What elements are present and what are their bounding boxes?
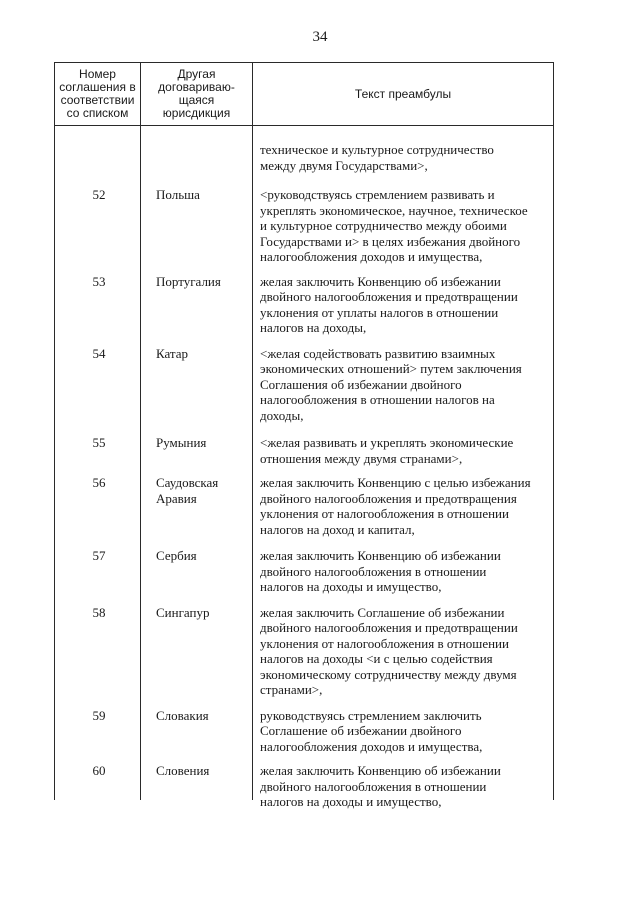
- header-line: соглашения в: [59, 80, 136, 94]
- preamble-text: желая заключить Конвенцию об избежании двойного налогообложения и предотвращении уклонения от уплаты налогов в отношении налогов на доходы,: [260, 273, 518, 335]
- agreement-number: 54: [92, 345, 106, 361]
- jurisdiction-name: Португалия: [156, 273, 221, 289]
- jurisdiction-name: [140, 142, 252, 173]
- jurisdiction-name: Сингапур: [156, 604, 210, 620]
- table-row: [54, 346, 554, 424]
- header-line: Номер: [79, 67, 116, 81]
- header-preamble-text: [253, 63, 553, 125]
- preamble-text: желая заключить Конвенцию об избежании двойного налогообложения в отношении налогов на доходы и имущество,: [260, 763, 501, 809]
- table-body: [54, 142, 554, 810]
- header-line: со списком: [66, 106, 129, 120]
- preamble-text: техническое и культурное сотрудничество между двумя Государствами>,: [260, 142, 494, 173]
- jurisdiction-name: Польша: [156, 187, 200, 202]
- jurisdiction-name: Словакия: [156, 707, 209, 723]
- preamble-text: руководствуясь стремлением заключить Соглашение об избежании двойного налогообложения доходов и имущества,: [260, 707, 483, 754]
- agreement-number: [54, 142, 140, 173]
- preamble-text: желая заключить Соглашение об избежании двойного налогообложения и предотвращении уклонения от налогообложения в отношении налогов на доходы <и с целью содействия экономическому сотрудничеству между двумя странами>,: [260, 604, 518, 697]
- table-row: [54, 605, 554, 698]
- table-row: [54, 142, 554, 173]
- preamble-text: <желая содействовать развитию взаимных экономических отношений> путем заключения Соглашения об избежании двойного налогообложения в отношении налогов на доходы,: [260, 345, 522, 423]
- agreement-number: 60: [92, 763, 106, 778]
- header-line: юрисдикция: [162, 106, 231, 120]
- jurisdiction-name: Катар: [156, 345, 189, 361]
- header-jurisdiction: [141, 63, 252, 125]
- table-row: [54, 475, 554, 537]
- table-row: [54, 274, 554, 336]
- agreement-number: 56: [92, 475, 106, 490]
- header-line: договариваю-: [158, 80, 235, 94]
- header-line: соответствии: [60, 93, 135, 107]
- preamble-text: <руководствуясь стремлением развивать и укреплять экономическое, научное, техническое и культурное сотрудничество между обоими Государствами и> в целях избежания двойного налогообложения доходов и имущества,: [260, 187, 528, 264]
- table-row: [54, 435, 554, 466]
- agreement-number: 52: [92, 187, 106, 202]
- header-line: щаяся: [178, 93, 215, 107]
- table-row: [54, 763, 554, 810]
- header-line: Текст преамбулы: [354, 86, 452, 101]
- jurisdiction-name: Румыния: [156, 435, 207, 450]
- preamble-text: желая заключить Конвенцию с целью избежания двойного налогообложения и предотвращения уклонения от налогообложения в отношении налогов на доход и капитал,: [260, 475, 531, 537]
- page-number: 34: [312, 29, 328, 45]
- agreement-number: 58: [92, 604, 106, 620]
- jurisdiction-name: Словения: [156, 763, 210, 778]
- header-agreement-number: [55, 63, 140, 125]
- agreement-number: 53: [92, 273, 106, 289]
- preamble-text: <желая развивать и укреплять экономические отношения между двумя странами>,: [260, 435, 514, 466]
- preamble-text: желая заключить Конвенцию об избежании двойного налогообложения в отношении налогов на доходы и имущество,: [260, 548, 501, 594]
- agreement-number: 59: [92, 707, 106, 723]
- table-row: [54, 187, 554, 265]
- header-bottom-border: [54, 125, 554, 126]
- header-line: Другая: [177, 67, 216, 81]
- jurisdiction-name: Саудовская Аравия: [156, 475, 219, 506]
- table-row: [54, 708, 554, 755]
- treaty-table: [54, 62, 554, 809]
- table-row: [54, 548, 554, 595]
- agreement-number: 57: [92, 548, 106, 563]
- jurisdiction-name: Сербия: [156, 548, 197, 563]
- agreement-number: 55: [92, 435, 106, 450]
